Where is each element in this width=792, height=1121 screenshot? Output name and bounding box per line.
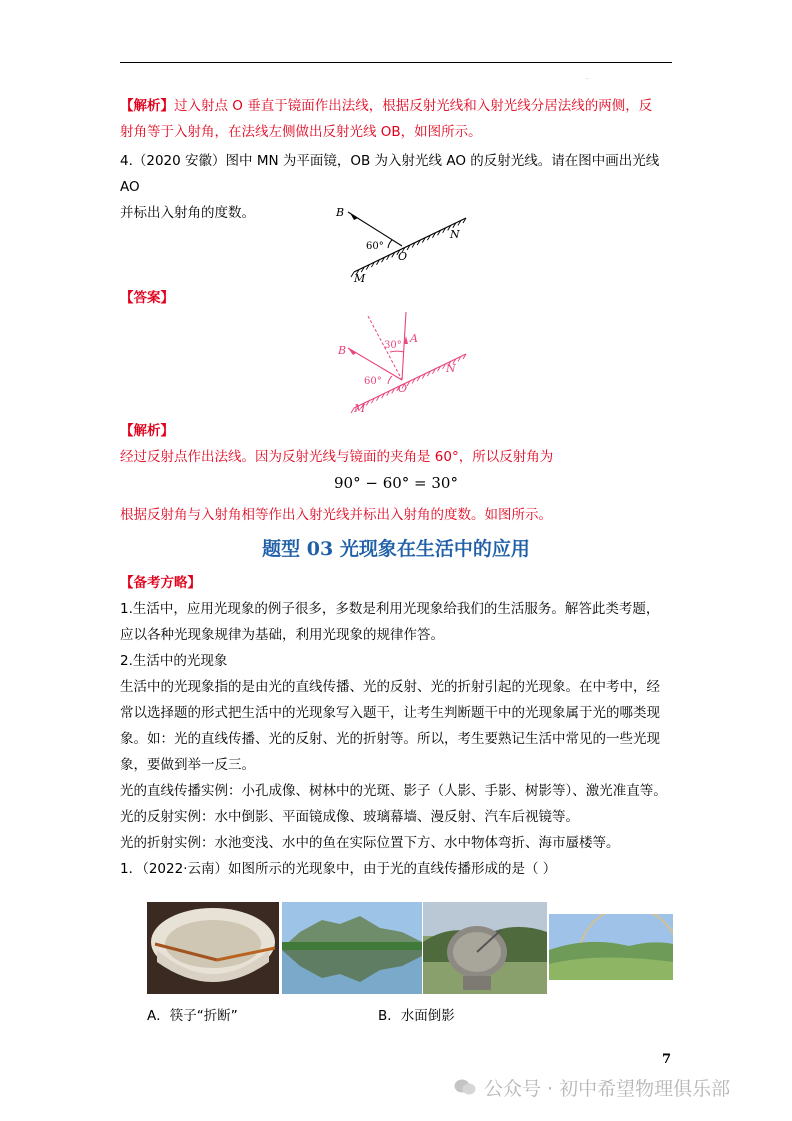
strategy	[120, 570, 676, 882]
answer-angle-60: 60°	[364, 376, 382, 387]
analysis-2	[120, 418, 676, 470]
answer-label-m: M	[354, 402, 366, 415]
wechat-icon	[454, 1078, 476, 1096]
answer-label-o: O	[398, 382, 408, 395]
label-n: N	[450, 228, 460, 241]
analysis-1	[120, 93, 676, 145]
strategy-p3a: 生活中的光现象指的是由光的直线传播、光的反射、光的折射引起的光现象。在中考中，经	[120, 679, 660, 695]
label-o: O	[398, 250, 408, 263]
photo-rainbow-landscape	[549, 914, 673, 980]
strategy-tag: 【备考方略】	[120, 575, 201, 591]
strategy-p5: 光的反射实例：水中倒影、平面镜成像、玻璃幕墙、漫反射、汽车后视镜等。	[120, 809, 579, 825]
analysis-tag: 【解析】	[120, 98, 174, 114]
header-rule	[120, 62, 672, 63]
label-m: M	[354, 272, 366, 285]
answer-tag: 【答案】	[120, 290, 174, 306]
analysis-2-line1: 经过反射点作出法线。因为反射光线与镜面的夹角是 60°，所以反射角为	[120, 449, 554, 465]
strategy-p3b: 常以选择题的形式把生活中的光现象写入题干，让考生判断题干中的光现象属于光的哪类现	[120, 705, 660, 721]
section-title: 题型 03 光现象在生活中的应用	[262, 538, 530, 560]
analysis-2-tag: 【解析】	[120, 423, 174, 439]
strategy-p6: 光的折射实例：水池变浅、水中的鱼在实际位置下方、水中物体弯折、海市蜃楼等。	[120, 835, 620, 851]
strategy-p1a: 1.生活中，应用光现象的例子很多，多数是利用光现象给我们的生活服务。解答此类考题，	[120, 601, 660, 617]
answer-label-n: N	[446, 362, 456, 375]
question-1: 1．（2022·云南）如图所示的光现象中，由于光的直线传播形成的是（ ）	[120, 861, 557, 877]
photo-water-reflection	[282, 902, 422, 994]
answer-angle-30: 30°	[384, 340, 402, 351]
photo-sundial	[423, 902, 547, 994]
watermark	[454, 1072, 730, 1102]
analysis-1-line2: 射角等于入射角，在法线左侧做出反射光线 OB，如图所示。	[120, 124, 482, 140]
photo-chopsticks-bowl	[147, 902, 279, 994]
formula: 90° − 60° = 30°	[334, 474, 458, 492]
watermark-text: 公众号 · 初中希望物理俱乐部	[484, 1077, 731, 1100]
option-a: A．筷子“折断”	[147, 1008, 238, 1024]
strategy-p4: 光的直线传播实例：小孔成像、树林中的光斑、影子（人影、手影、树影等）、激光准直等。	[120, 783, 667, 799]
label-b: B	[336, 206, 345, 219]
question-4-line2: 并标出入射角的度数。	[120, 205, 255, 221]
strategy-p3c: 象。如：光的直线传播、光的反射、光的折射等。所以，考生要熟记生活中常见的一些光现	[120, 731, 660, 747]
mirror-diagram-question	[320, 200, 470, 290]
strategy-p2: 2.生活中的光现象	[120, 653, 228, 669]
answer-label-a: A	[410, 332, 418, 345]
question-4-line1: 4.（2020 安徽）图中 MN 为平面镜，OB 为入射光线 AO 的反射光线。请在图中画出光线 AO	[120, 153, 660, 195]
angle-60: 60°	[366, 241, 384, 252]
header-dot: .	[586, 74, 588, 81]
answer-label-b: B	[338, 344, 347, 357]
strategy-p3d: 象，要做到举一反三。	[120, 757, 255, 773]
option-b: B．水面倒影	[378, 1008, 455, 1024]
page-number: 7	[662, 1052, 672, 1067]
analysis-1-line1: 过入射点 O 垂直于镜面作出法线，根据反射光线和入射光线分居法线的两侧，反	[174, 98, 653, 114]
analysis-2-line2: 根据反射角与入射角相等作出入射光线并标出入射角的度数。如图所示。	[120, 507, 552, 523]
mirror-diagram-answer	[320, 308, 470, 418]
strategy-p1b: 应以各种光现象规律为基础，利用光现象的规律作答。	[120, 627, 444, 643]
